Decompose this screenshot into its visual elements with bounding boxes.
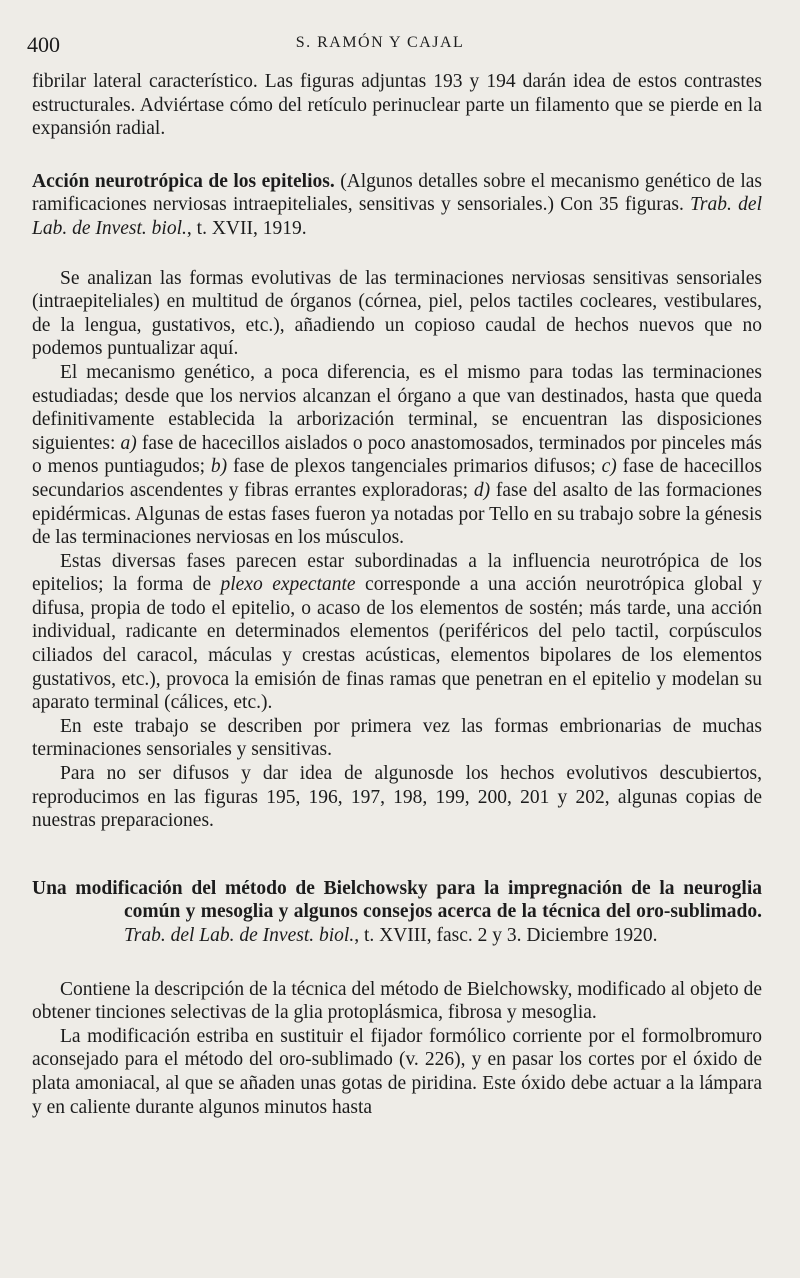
text-span: fase del asalto de las formaciones epidérmicas. Algunas de estas fases fueron ya notadas por Tello en su trabajo sobre la génesis de las terminaciones nerviosas en los músculos.: [32, 479, 762, 549]
page-body: [32, 70, 762, 1119]
entry-title-bold: Acción neurotrópica de los epitelios.: [32, 170, 335, 192]
entry-title-neurotropic: [32, 170, 762, 241]
intro-paragraph: fibrilar lateral característico. Las figuras adjuntas 193 y 194 darán idea de estos contrastes estructurales. Adviértase cómo del retículo perinuclear parte un filamento que se pierde en la expansión radial.: [32, 71, 762, 140]
paragraph: Para no ser difusos y dar idea de algunosde los hechos evolutivos descubiertos, reproducimos en las figuras 195, 196, 197, 198, 199, 200, 201 y 202, algunas copias de nuestras preparaciones.: [32, 763, 762, 832]
page-header: [0, 30, 800, 60]
entry-title-bielchowsky: [32, 877, 762, 948]
text-span: El mecanismo genético, a poca diferencia, es el mismo para todas las terminaciones estudiadas; desde que los nervios alcanzan el órgano a que van destinados, hasta que queda definitivamente establecida la arborización terminal, se encuentran las disposiciones siguientes:: [32, 361, 762, 454]
running-head: S. RAMÓN Y CAJAL: [295, 34, 465, 51]
paragraph: En este trabajo se describen por primera vez las formas embrionarias de muchas terminaciones sensoriales y sensitivas.: [32, 715, 762, 761]
paragraph: Se analizan las formas evolutivas de las terminaciones nerviosas sensitivas sensoriales (intraepiteliales) en multitud de órganos (córnea, piel, pelos tactiles cocleares, vestibulares, de la lengua, gustativos, etc.), añadiendo un copioso caudal de hechos nuevos que no podemos puntualizar aquí.: [32, 267, 762, 360]
text-span: fase de plexos tangenciales primarios difusos;: [227, 456, 602, 478]
italic-term: plexo expectante: [220, 574, 356, 596]
text-span: fase de hacecillos aislados o poco anastomosados, terminados por pinceles más o menos puntiagudos;: [32, 432, 762, 478]
phase-label-b: b): [210, 456, 228, 478]
journal-name: Trab. del Lab. de Invest. biol.: [32, 194, 762, 239]
page-number: 400: [27, 32, 60, 57]
paragraph-phases: [32, 361, 762, 550]
text-span: Estas diversas fases parecen estar subordinadas a la influencia neurotrópica de los epitelios; la forma de: [32, 550, 762, 596]
citation: , t. XVII, 1919.: [186, 217, 307, 239]
text-span: fase de hacecillos secundarios ascendentes y fibras errantes exploradoras;: [32, 456, 762, 501]
phase-label-c: c): [601, 456, 617, 478]
entry-title-rest: (Algunos detalles sobre el mecanismo genético de las ramificaciones nerviosas intraepiteliales, sensitivas y sensoriales.) Con 35 figuras.: [32, 170, 762, 216]
paragraph: [32, 550, 762, 715]
text-span: corresponde a una acción neurotrópica global y difusa, propia de todo el epitelio, o acaso de los elementos de sostén; más tarde, una acción individual, radicante en determinados elementos (periféricos del pelo tactil, corpúsculos ciliados del caracol, máculas y crestas acústicas, elementos bipolares de los elementos gustativos, etc.), provoca la emisión de finas ramas que penetran en el epitelio y modelan su aparato terminal (cálices, etc.).: [32, 574, 762, 714]
journal-name: Trab. del Lab. de Invest. biol.: [124, 925, 355, 946]
paragraph: Contiene la descripción de la técnica del método de Bielchowsky, modificado al objeto de obtener tinciones selectivas de la glia protoplásmica, fibrosa y mesoglia.: [32, 978, 762, 1024]
entry-title-bold: Una modificación del método de Bielchowsky para la impregnación de la neuroglia común y mesoglia y algunos consejos acerca de la técnica del oro-sublimado.: [32, 877, 762, 923]
phase-label-d: d): [473, 479, 491, 501]
paragraph: La modificación estriba en sustituir el fijador formólico corriente por el formolbromuro aconsejado para el método del oro-sublimado (v. 226), y en pasar los cortes por el óxido de plata amoniacal, al que se añaden unas gotas de piridina. Este óxido debe actuar a la lámpara y en caliente durante algunos minutos hasta: [32, 1025, 762, 1118]
phase-label-a: a): [120, 432, 137, 454]
citation: , t. XVIII, fasc. 2 y 3. Diciembre 1920.: [354, 925, 658, 946]
